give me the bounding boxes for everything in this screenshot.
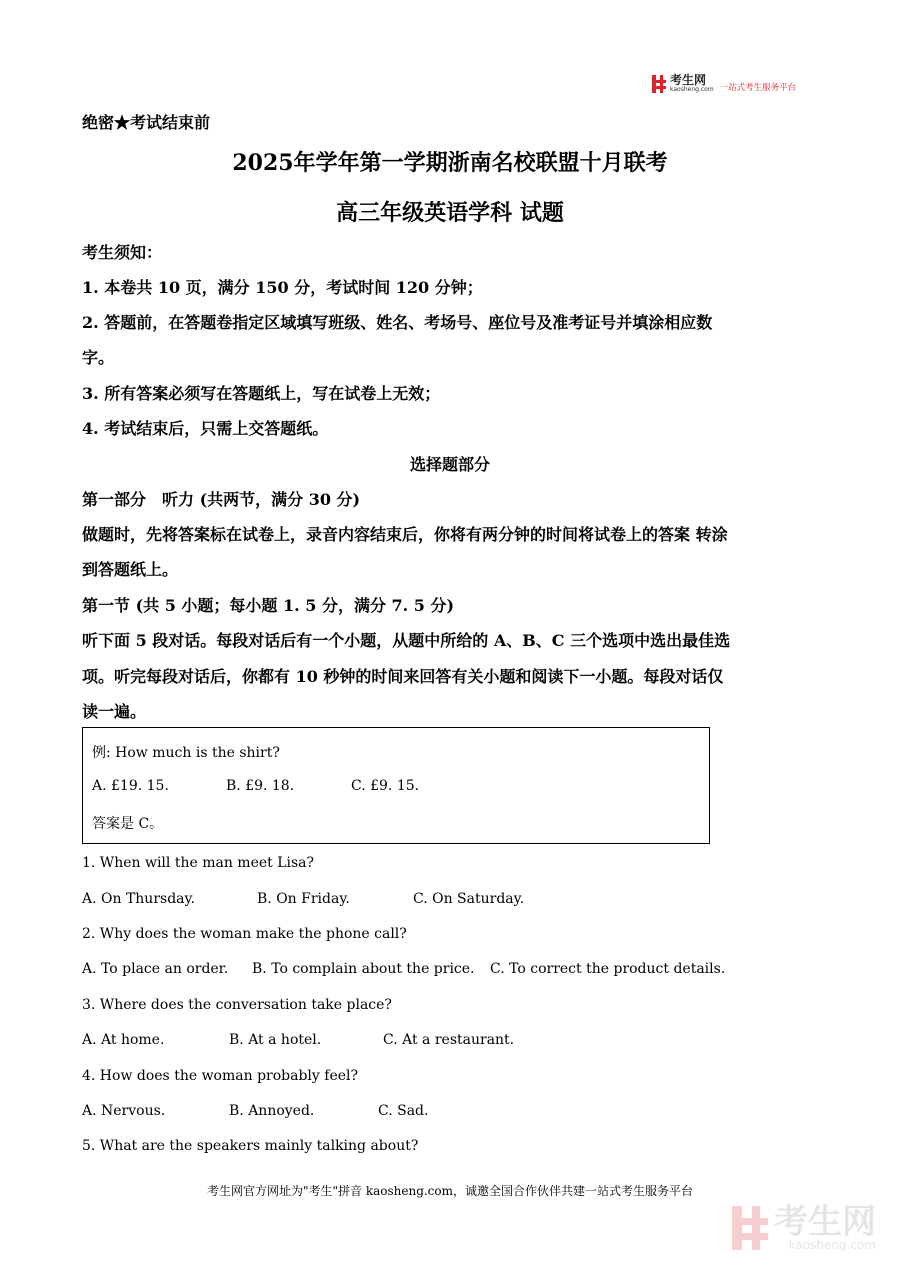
example-box xyxy=(82,727,710,844)
part1-instruction: 到答题纸上。 xyxy=(82,560,179,579)
question-2: 2. Why does the woman make the phone call? xyxy=(82,926,407,942)
q3-option-b: B. At a hotel. xyxy=(229,1032,322,1048)
q1-option-c: C. On Saturday. xyxy=(413,891,525,907)
notice-item: 2. 答题前，在答题卷指定区域填写班级、姓名、考场号、座位号及准考证号并填涂相应数 xyxy=(82,313,713,332)
example-option-a: A. £19. 15. xyxy=(92,778,169,794)
q4-option-a: A. Nervous. xyxy=(82,1103,166,1119)
header-logo xyxy=(652,74,796,93)
example-option-c: C. £9. 15. xyxy=(351,778,420,794)
notice-heading: 考生须知： xyxy=(82,243,163,262)
q3-option-c: C. At a restaurant. xyxy=(383,1032,515,1048)
notice-item: 3. 所有答案必须写在答题纸上，写在试卷上无效； xyxy=(82,384,441,403)
example-answer: 答案是 C。 xyxy=(92,816,164,832)
watermark-domain: kaosheng.com xyxy=(788,1238,876,1252)
footer-note: 考生网官方网址为"考生"拼音 kaosheng.com，诚邀全国合作伙伴共建一站式考生服务平台 xyxy=(206,1184,694,1198)
exam-subtitle: 高三年级英语学科 试题 xyxy=(336,200,564,226)
watermark xyxy=(732,1202,876,1252)
logo-domain: kaosheng.com xyxy=(670,86,714,93)
section1-instruction: 项。听完每段对话后，你都有 10 秒钟的时间来回答有关小题和阅读下一小题。每段对话仅 xyxy=(82,667,724,686)
q2-option-c: C. To correct the product details. xyxy=(490,961,726,977)
logo-name: 考生网 xyxy=(670,73,707,87)
exam-title: 2025年学年第一学期浙南名校联盟十月联考 xyxy=(232,150,668,176)
q4-option-c: C. Sad. xyxy=(378,1103,429,1119)
watermark-name: 考生网 xyxy=(774,1202,876,1242)
part1-title: 第一部分 听力 (共两节，满分 30 分) xyxy=(82,490,361,509)
section1-instruction: 读一遍。 xyxy=(82,702,147,721)
part1-instruction: 做题时，先将答案标在试卷上，录音内容结束后，你将有两分钟的时间将试卷上的答案 转涂 xyxy=(82,525,728,544)
q1-option-b: B. On Friday. xyxy=(257,891,350,907)
question-4: 4. How does the woman probably feel? xyxy=(82,1068,358,1084)
question-3: 3. Where does the conversation take place? xyxy=(82,997,392,1013)
section-title: 选择题部分 xyxy=(409,455,490,474)
question-1: 1. When will the man meet Lisa? xyxy=(82,855,315,871)
example-option-b: B. £9. 18. xyxy=(226,778,295,794)
q3-option-a: A. At home. xyxy=(82,1032,165,1048)
q2-option-b: B. To complain about the price. xyxy=(252,961,475,977)
notice-item: 字。 xyxy=(82,348,115,367)
example-question: 例: How much is the shirt? xyxy=(92,745,280,761)
q4-option-b: B. Annoyed. xyxy=(229,1103,315,1119)
logo-slogan: 一站式考生服务平台 xyxy=(719,82,797,93)
watermark-logo-icon xyxy=(732,1206,768,1250)
q2-option-a: A. To place an order. xyxy=(82,961,229,977)
notice-item: 1. 本卷共 10 页，满分 150 分，考试时间 120 分钟； xyxy=(82,278,483,297)
notice-item: 4. 考试结束后，只需上交答题纸。 xyxy=(82,419,329,438)
confidential-label: 绝密★考试结束前 xyxy=(82,113,211,132)
section1-instruction: 听下面 5 段对话。每段对话后有一个小题，从题中所给的 A、B、C 三个选项中选出最佳选 xyxy=(82,631,731,650)
logo-mark-icon xyxy=(652,75,666,93)
question-5: 5. What are the speakers mainly talking about? xyxy=(82,1138,419,1154)
section1-title: 第一节 (共 5 小题；每小题 1. 5 分，满分 7. 5 分) xyxy=(82,596,455,615)
q1-option-a: A. On Thursday. xyxy=(82,891,196,907)
